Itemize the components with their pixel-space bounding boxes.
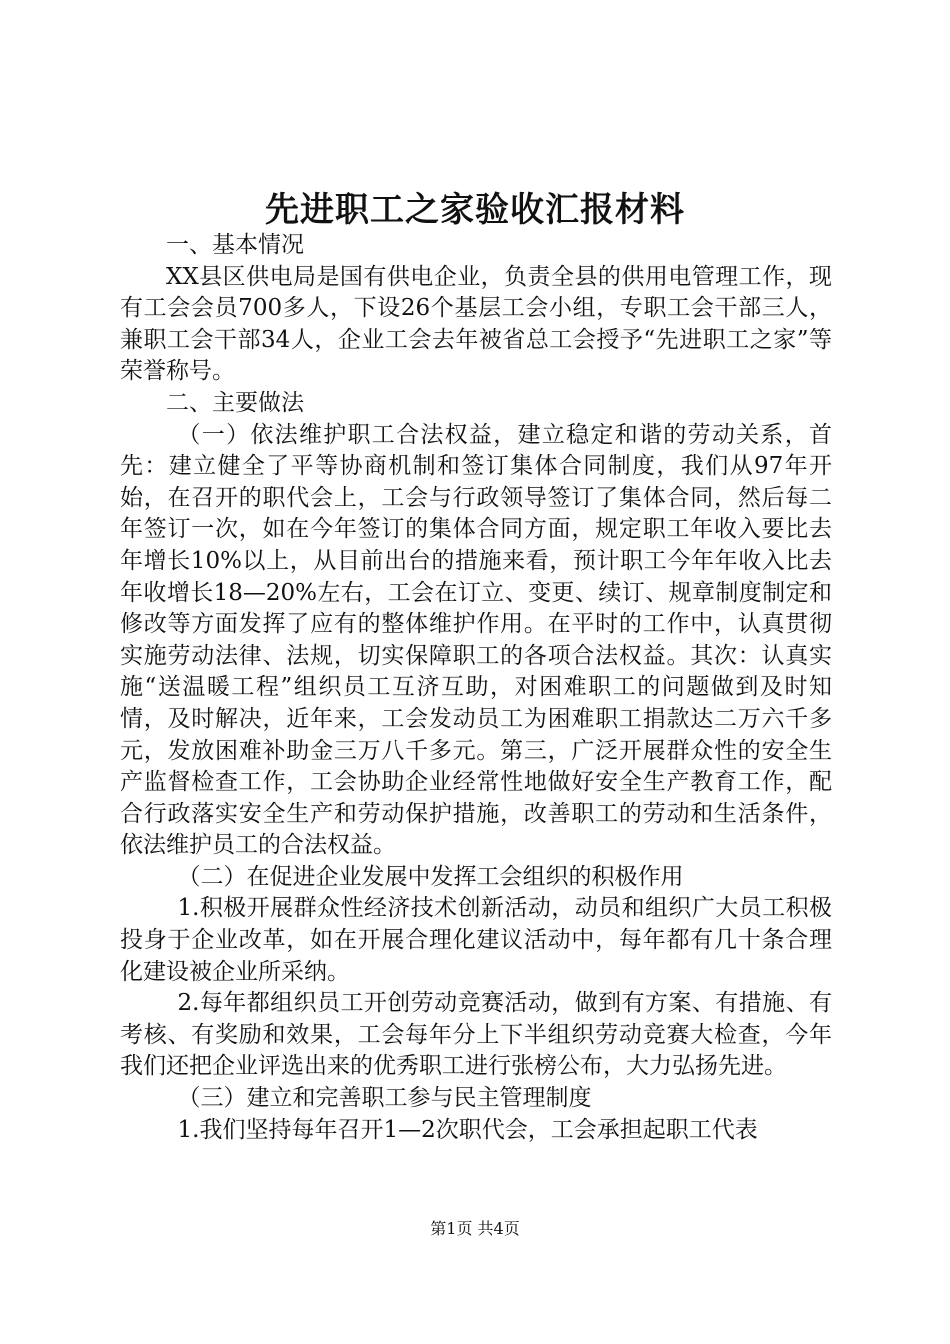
subheading-enterprise-development: （二）在促进企业发展中发挥工会组织的积极作用 [177,863,684,890]
paragraph-basic-info: XX县区供电局是国有供电企业，负责全县的供用电管理工作，现有工会会员700多人，下设26个基层工会小组，专职工会干部三人，兼职工会干部34人，企业工会去年被省总工会授予“先进职工之家”等荣誉称号。 [120,263,832,385]
paragraph-innovation-activities: 1.积极开展群众性经济技术创新活动，动员和组织广大员工积极投身于企业改革，如在开展合理化建议活动中，每年都有几十条合理化建设被企业所采纳。 [120,895,832,985]
document-body [120,230,832,1146]
paragraph-workers-congress: 1.我们坚持每年召开1—2次职代会，工会承担起职工代表 [177,1116,758,1143]
section-heading-basic-info: 一、基本情况 [166,232,304,258]
subheading-democratic-management: （三）建立和完善职工参与民主管理制度 [177,1085,592,1112]
paragraph-labor-competition: 2.每年都组织员工开创劳动竞赛活动，做到有方案、有措施、有考核、有奖励和效果，工会每年分上下半组织劳动竞赛大检查，今年我们还把企业评选出来的优秀职工进行张榜公布，大力弘扬先进。 [120,990,832,1080]
page-indicator: 第1页 共4页 [430,1219,520,1238]
section-heading-main-practices: 二、主要做法 [166,389,304,416]
paragraph-labor-relations: （一）依法维护职工合法权益，建立稳定和谐的劳动关系，首先：建立健全了平等协商机制和签订集体合同制度，我们从97年开始，在召开的职代会上，工会与行政领导签订了集体合同，然后每二年签订一次，如在今年签订的集体合同方面，规定职工年收入要比去年增长10%以上，从目前出台的措施来看，预计职工今年年收入比去年收增长18—20%左右，工会在订立、变更、续订、规章制度制定和修改等方面发挥了应有的整体维护作用。在平时的工作中，认真贯彻实施劳动法律、法规，切实保障职工的各项合法权益。其次：认真实施“送温暖工程”组织员工互济互助，对困难职工的问题做到及时知情，及时解决，近年来，工会发动员工为困难职工捐款达二万六千多元，发放困难补助金三万八千多元。第三，广泛开展群众性的安全生产监督检查工作，工会协助企业经常性地做好安全生产教育工作，配合行政落实安全生产和劳动保护措施，改善职工的劳动和生活条件，依法维护员工的合法权益。 [120,421,832,859]
document-title: 先进职工之家验收汇报材料 [265,190,685,230]
